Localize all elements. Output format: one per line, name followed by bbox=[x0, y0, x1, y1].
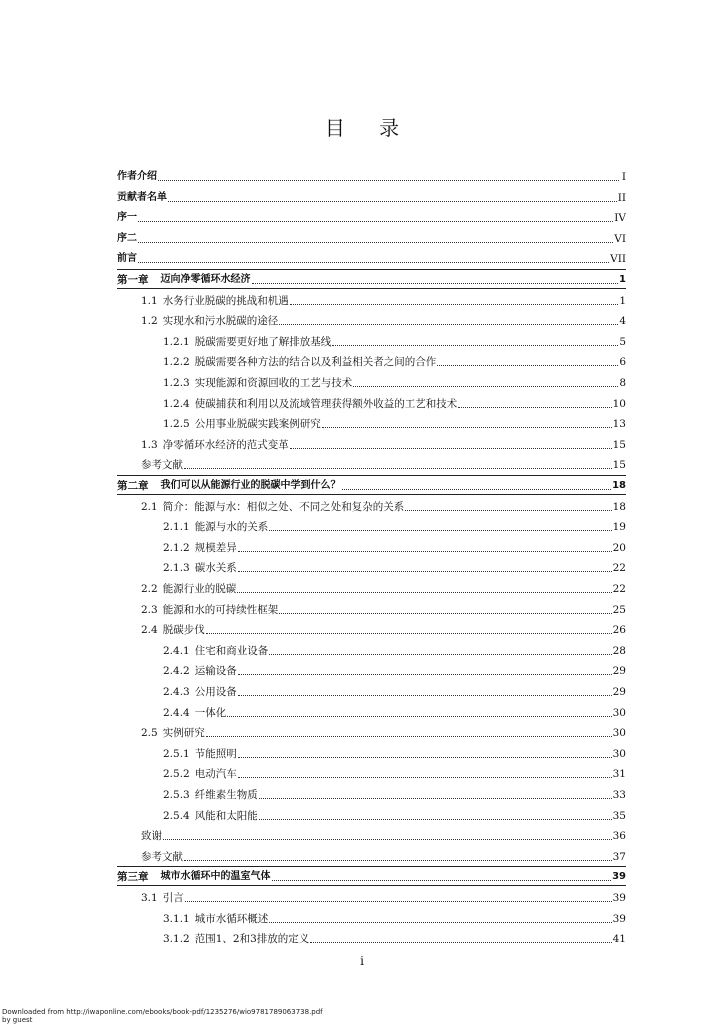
toc-entry-label: 参考文献 bbox=[141, 850, 183, 863]
toc-entry-page: 18 bbox=[612, 480, 626, 491]
toc-entry-page: II bbox=[617, 191, 626, 204]
toc-entry[interactable] bbox=[141, 312, 626, 328]
toc-dot-leader bbox=[168, 199, 617, 202]
toc-entry-page: 5 bbox=[619, 335, 626, 348]
toc-entry-page: 22 bbox=[612, 562, 626, 575]
toc-entry[interactable] bbox=[117, 168, 626, 184]
toc-entry-page: 4 bbox=[619, 315, 626, 328]
toc-entry[interactable] bbox=[163, 786, 626, 802]
toc-entry-label: 脱碳需要各种方法的结合以及利益相关者之间的合作 bbox=[194, 356, 437, 369]
toc-entry[interactable] bbox=[163, 807, 626, 823]
toc-entry-label: 公用事业脱碳实践案例研究 bbox=[194, 418, 321, 431]
chapter-rule bbox=[117, 866, 626, 867]
toc-entry-page: 35 bbox=[612, 809, 626, 822]
toc-entry-number: 2.5.4 bbox=[163, 809, 190, 822]
toc-dot-leader bbox=[184, 858, 612, 861]
toc-entry-label: 贡献者名单 bbox=[117, 191, 167, 203]
toc-entry-number: 2.4 bbox=[141, 624, 158, 637]
toc-entry-number: 1.2.2 bbox=[163, 356, 190, 369]
toc-entry[interactable] bbox=[163, 539, 626, 555]
toc-entry[interactable] bbox=[163, 518, 626, 534]
toc-dot-leader bbox=[227, 714, 611, 717]
toc-entry-page: 19 bbox=[612, 521, 626, 534]
toc-entry-number: 2.4.4 bbox=[163, 706, 190, 719]
toc-dot-leader bbox=[238, 672, 612, 675]
toc-entry-label: 运输设备 bbox=[194, 665, 237, 678]
toc-entry[interactable] bbox=[163, 704, 626, 720]
toc-entry-label: 作者介绍 bbox=[117, 171, 157, 182]
chapter-rule bbox=[117, 269, 626, 270]
toc-dot-leader bbox=[269, 528, 611, 531]
toc-dot-leader bbox=[342, 487, 612, 490]
toc-entry-page: 29 bbox=[612, 665, 626, 678]
toc-entry[interactable] bbox=[163, 333, 626, 349]
toc-dot-leader bbox=[252, 281, 619, 284]
toc-entry-number: 1.2.3 bbox=[163, 377, 190, 389]
toc-entry[interactable] bbox=[117, 189, 626, 205]
toc-entry-label: 城市水循环中的温室气体 bbox=[160, 871, 271, 883]
toc-dot-leader bbox=[310, 940, 611, 943]
toc-dot-leader bbox=[332, 343, 618, 346]
toc-entry-page: 30 bbox=[612, 706, 626, 719]
toc-entry-page: I bbox=[621, 171, 626, 183]
toc-entry[interactable] bbox=[163, 642, 626, 658]
toc-dot-leader bbox=[269, 652, 611, 655]
toc-entry-page: IV bbox=[614, 212, 626, 225]
toc-dot-leader bbox=[272, 878, 612, 881]
toc-dot-leader bbox=[259, 817, 612, 820]
toc-entry-page: 30 bbox=[612, 747, 626, 760]
toc-entry-label: 参考文献 bbox=[141, 459, 183, 472]
toc-entry-number: 第三章 bbox=[117, 871, 149, 884]
chapter-rule bbox=[117, 885, 626, 886]
toc-dot-leader bbox=[322, 425, 612, 428]
toc-entry-page: VI bbox=[614, 232, 626, 245]
toc-entry-page: 41 bbox=[612, 933, 626, 946]
toc-entry-number: 第一章 bbox=[117, 274, 149, 286]
toc-entry-number: 3.1.1 bbox=[163, 912, 190, 925]
toc-entry-label: 净零循环水经济的范式变革 bbox=[162, 438, 289, 451]
toc-entry-number: 2.1.3 bbox=[163, 562, 190, 575]
chapter-rule bbox=[117, 494, 626, 495]
toc-entry[interactable] bbox=[141, 827, 626, 843]
toc-entry-page: 8 bbox=[619, 377, 626, 389]
toc-entry[interactable] bbox=[163, 765, 626, 781]
toc-entry-number: 1.2 bbox=[141, 315, 158, 328]
toc-entry-page: 1 bbox=[619, 274, 626, 285]
toc-entry-number: 2.4.1 bbox=[163, 644, 190, 657]
toc-entry[interactable] bbox=[141, 498, 626, 514]
footer-download-line: Downloaded from http://iwaponline.com/ebooks/book-pdf/1235276/wio9781789063738.pdf bbox=[2, 1008, 323, 1016]
toc-entry-label: 实例研究 bbox=[162, 727, 205, 740]
toc-entry-page: 15 bbox=[612, 438, 626, 451]
toc-entry-label: 迈向净零循环水经济 bbox=[160, 274, 251, 285]
toc-entry-number: 第二章 bbox=[117, 480, 149, 492]
toc-entry-page: 22 bbox=[612, 583, 626, 595]
toc-entry[interactable] bbox=[141, 724, 626, 740]
toc-entry[interactable] bbox=[163, 353, 626, 369]
toc-entry-label: 风能和太阳能 bbox=[194, 809, 258, 822]
toc-entry-number: 2.5.1 bbox=[163, 747, 190, 760]
toc-entry[interactable] bbox=[163, 374, 626, 390]
toc-entry-number: 2.4.2 bbox=[163, 665, 190, 678]
toc-entry[interactable] bbox=[141, 889, 626, 905]
toc-dot-leader bbox=[138, 260, 609, 263]
toc-entry[interactable] bbox=[117, 209, 626, 225]
toc-chapter-entry[interactable] bbox=[117, 477, 626, 493]
toc-entry-number: 1.2.1 bbox=[163, 335, 190, 348]
toc-entry-label: 引言 bbox=[162, 892, 184, 904]
toc-dot-leader bbox=[206, 734, 612, 737]
toc-entry-page: 13 bbox=[612, 418, 626, 431]
toc-entry-number: 2.2 bbox=[141, 583, 158, 595]
toc-entry[interactable] bbox=[117, 250, 626, 266]
toc-entry-label: 简介：能源与水：相似之处、不同之处和复杂的关系 bbox=[162, 500, 405, 513]
toc-entry-label: 规模差异 bbox=[194, 541, 237, 554]
toc-entry-label: 纤维素生物质 bbox=[194, 789, 258, 801]
toc-entry-label: 住宅和商业设备 bbox=[194, 644, 269, 657]
toc-entry-label: 前言 bbox=[117, 253, 137, 265]
toc-entry-page: 26 bbox=[612, 624, 626, 637]
toc-entry-page: 37 bbox=[612, 850, 626, 863]
toc-entry-page: 30 bbox=[612, 727, 626, 740]
toc-entry[interactable] bbox=[141, 436, 626, 452]
toc-chapter-entry[interactable] bbox=[117, 868, 626, 884]
toc-entry-number: 2.5.2 bbox=[163, 768, 190, 781]
toc-entry-page: 39 bbox=[612, 912, 626, 925]
toc-dot-leader bbox=[185, 899, 612, 902]
toc-dot-leader bbox=[238, 755, 612, 758]
toc-entry-label: 脱碳需要更好地了解排放基线 bbox=[194, 335, 332, 348]
toc-chapter-entry[interactable] bbox=[117, 271, 626, 287]
toc-dot-leader bbox=[184, 466, 612, 469]
toc-entry-label: 公用设备 bbox=[194, 686, 237, 698]
toc-entry[interactable] bbox=[163, 662, 626, 678]
toc-dot-leader bbox=[405, 508, 611, 511]
toc-dot-leader bbox=[206, 631, 612, 634]
toc-dot-leader bbox=[458, 405, 611, 408]
toc-entry-number: 1.2.4 bbox=[163, 397, 190, 410]
chapter-rule bbox=[117, 475, 626, 476]
toc-entry-number: 3.1.2 bbox=[163, 933, 190, 946]
toc-entry-page: VII bbox=[610, 253, 626, 266]
toc-entry-page: 39 bbox=[612, 892, 626, 904]
toc-dot-leader bbox=[279, 322, 618, 325]
toc-entry[interactable] bbox=[141, 456, 626, 472]
toc-dot-leader bbox=[238, 775, 612, 778]
toc-dot-leader bbox=[238, 569, 612, 572]
toc-dot-leader bbox=[238, 693, 612, 696]
toc-entry-label: 脱碳步伐 bbox=[162, 624, 205, 637]
toc-entry-number: 1.2.5 bbox=[163, 418, 190, 431]
toc-dot-leader bbox=[353, 384, 618, 387]
toc-entry-page: 1 bbox=[619, 294, 626, 307]
toc-entry-label: 实现能源和资源回收的工艺与技术 bbox=[194, 377, 353, 389]
toc-entry-label: 能源与水的关系 bbox=[194, 521, 269, 534]
toc-entry-number: 1.1 bbox=[141, 294, 158, 307]
toc-entry-page: 15 bbox=[612, 459, 626, 472]
toc-dot-leader bbox=[259, 796, 612, 799]
toc-entry-label: 电动汽车 bbox=[194, 768, 237, 781]
toc-entry-number: 2.5.3 bbox=[163, 789, 190, 801]
toc-dot-leader bbox=[138, 219, 613, 222]
toc-entry-page: 18 bbox=[612, 500, 626, 513]
toc-entry[interactable] bbox=[141, 601, 626, 617]
toc-entry[interactable] bbox=[141, 292, 626, 308]
toc-entry-label: 能源行业的脱碳 bbox=[162, 583, 237, 595]
toc-entry-number: 2.1 bbox=[141, 500, 158, 513]
toc-dot-leader bbox=[237, 590, 611, 593]
toc-entry-label: 碳水关系 bbox=[194, 562, 237, 575]
toc-entry-label: 一体化 bbox=[194, 706, 227, 719]
toc-dot-leader bbox=[238, 549, 612, 552]
toc-entry-label: 范围1、2和3排放的定义 bbox=[194, 933, 310, 946]
toc-entry-label: 序一 bbox=[117, 212, 137, 224]
toc-entry-page: 6 bbox=[619, 356, 626, 369]
toc-entry-page: 10 bbox=[612, 397, 626, 410]
toc-entry-label: 实现水和污水脱碳的途径 bbox=[162, 315, 279, 328]
toc-entry-number: 2.1.2 bbox=[163, 541, 190, 554]
toc-entry[interactable] bbox=[141, 580, 626, 596]
page-title: 目 录 bbox=[324, 116, 414, 140]
toc-entry[interactable] bbox=[163, 930, 626, 946]
download-footer bbox=[2, 1008, 323, 1024]
toc-entry[interactable] bbox=[163, 910, 626, 926]
toc-entry-label: 序二 bbox=[117, 232, 137, 244]
toc-entry-label: 使碳捕获和利用以及流域管理获得额外收益的工艺和技术 bbox=[194, 397, 458, 410]
toc-entry-page: 20 bbox=[612, 541, 626, 554]
toc-dot-leader bbox=[158, 178, 619, 181]
toc-dot-leader bbox=[138, 240, 613, 243]
toc-entry[interactable] bbox=[163, 415, 626, 431]
toc-entry-number: 2.4.3 bbox=[163, 686, 190, 698]
toc-entry-number: 2.1.1 bbox=[163, 521, 190, 534]
toc-entry-number: 3.1 bbox=[141, 892, 158, 904]
toc-entry-page: 33 bbox=[612, 789, 626, 801]
toc-entry-page: 28 bbox=[612, 644, 626, 657]
toc-entry-number: 2.3 bbox=[141, 603, 158, 616]
toc-entry-page: 36 bbox=[612, 830, 626, 843]
page-number: i bbox=[360, 954, 364, 968]
toc-entry[interactable] bbox=[163, 683, 626, 699]
toc-entry-label: 节能照明 bbox=[194, 747, 237, 760]
toc-entry-number: 1.3 bbox=[141, 438, 158, 451]
toc-entry[interactable] bbox=[163, 745, 626, 761]
toc-dot-leader bbox=[279, 611, 611, 614]
toc-entry-number: 2.5 bbox=[141, 727, 158, 740]
toc-entry-page: 39 bbox=[612, 871, 626, 883]
toc-entry-page: 31 bbox=[612, 768, 626, 781]
toc-entry-label: 水务行业脱碳的挑战和机遇 bbox=[162, 294, 289, 307]
toc-entry-label: 致谢 bbox=[141, 830, 162, 843]
toc-entry[interactable] bbox=[141, 848, 626, 864]
toc-entry-label: 城市水循环概述 bbox=[194, 912, 269, 925]
toc-entry[interactable] bbox=[163, 559, 626, 575]
toc-entry-page: 25 bbox=[612, 603, 626, 616]
toc-dot-leader bbox=[269, 920, 611, 923]
chapter-rule bbox=[117, 288, 626, 289]
toc-entry-page: 29 bbox=[612, 686, 626, 698]
toc-dot-leader bbox=[290, 446, 612, 449]
toc-entry[interactable] bbox=[117, 230, 626, 246]
toc-entry-label: 能源和水的可持续性框架 bbox=[162, 603, 279, 616]
footer-guest-line: by guest bbox=[2, 1016, 33, 1024]
toc-dot-leader bbox=[437, 363, 618, 366]
toc-entry[interactable] bbox=[141, 621, 626, 637]
toc-dot-leader bbox=[163, 837, 612, 840]
toc-dot-leader bbox=[290, 302, 619, 305]
toc-entry[interactable] bbox=[163, 395, 626, 411]
toc-entry-label: 我们可以从能源行业的脱碳中学到什么？ bbox=[160, 480, 341, 491]
